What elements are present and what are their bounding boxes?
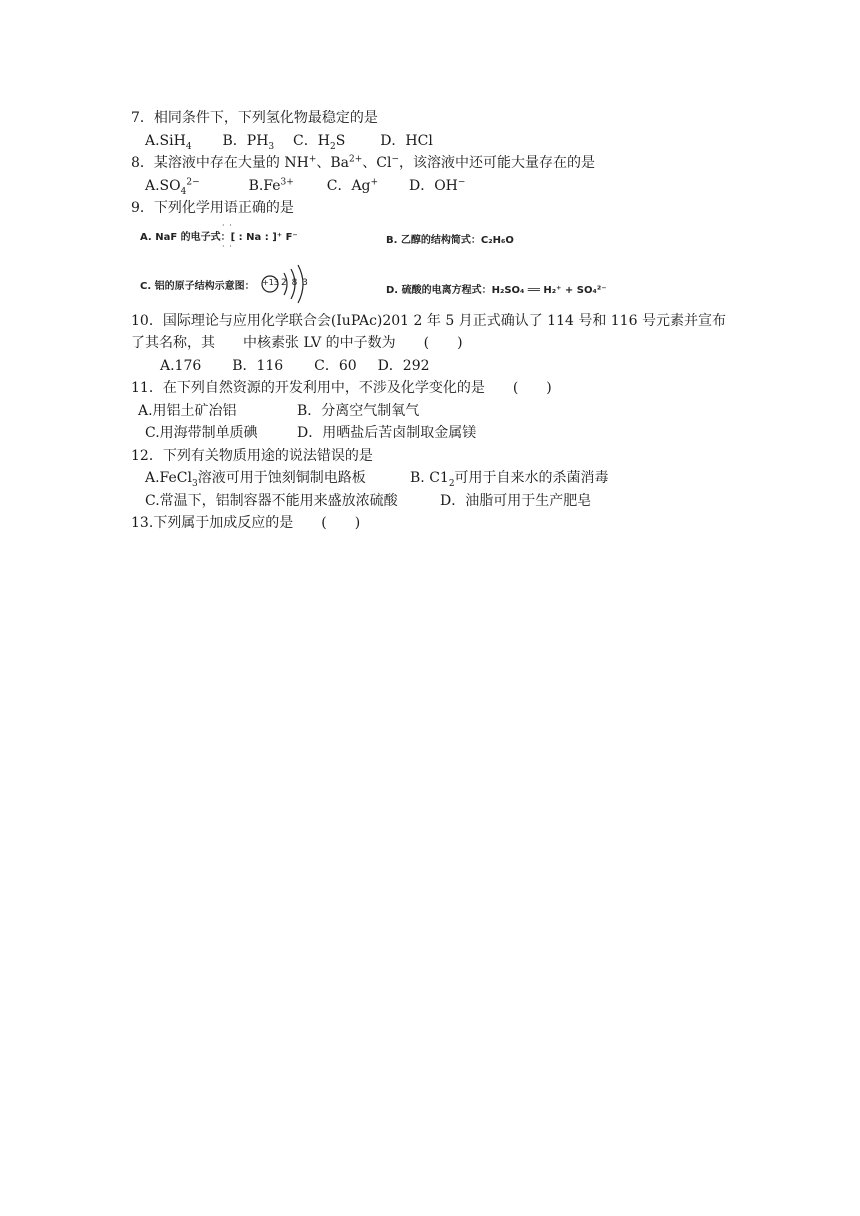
- q9-option-b: B. 乙醇的结构简式：C₂H₆O: [386, 235, 514, 246]
- q8-option-b: $B.Fe^{3+}$: [248, 177, 294, 194]
- q8-stem: 8．某溶液中存在大量的 NH+、$Ba^{2+}$、Cl−，该溶液中还可能大量存在的是: [131, 154, 596, 171]
- q10-line1: 10．国际理论与应用化学联合会(IuPAc)201 2 年 5 月正式确认了 114 号和 116 号元素并宣布: [131, 313, 726, 329]
- q9-stem: 9．下列化学用语正确的是: [131, 200, 294, 216]
- q9-option-d: D. 硫酸的电离方程式：H₂SO₄ ══ H₂⁺ + SO₄²⁻: [386, 285, 607, 296]
- q11-stem: 11．在下列自然资源的开发利用中，不涉及化学变化的是 ( ): [131, 380, 552, 396]
- q8-option-d: D．OH−: [408, 177, 466, 194]
- electron-dots-bottom: · ·: [222, 242, 233, 251]
- q10-option-c: C．60: [314, 358, 357, 374]
- nucleus-charge: +13: [262, 278, 279, 287]
- q11-option-b: B．分离空气制氧气: [297, 403, 420, 419]
- q7-option-a: A.SiH$_4$: [145, 133, 192, 152]
- q11-option-a: A.用铝土矿冶铝: [138, 403, 237, 419]
- q7-option-b: B．$PH_3$: [222, 133, 275, 152]
- q9-option-c-label: C. 铝的原子结构示意图：: [140, 281, 255, 292]
- q12-option-c: C.常温下，铝制容器不能用来盛放浓硫酸: [145, 493, 398, 509]
- q8-option-c: C．Ag+: [326, 177, 379, 194]
- electron-dots-top: · ·: [222, 221, 233, 230]
- q7-options: [145, 131, 433, 151]
- q12-option-b: B. $C1_2$可用于自来水的杀菌消毒: [410, 470, 609, 489]
- q10-option-a: A.176: [160, 358, 202, 374]
- q10-options: [160, 356, 430, 376]
- q10-option-d: D．292: [377, 358, 430, 374]
- q10-line2: 了其名称，其 中核素张 LV 的中子数为 ( ): [131, 335, 463, 351]
- q12-option-d: D．油脂可用于生产肥皂: [440, 493, 592, 509]
- q11-option-d: D．用晒盐后苦卤制取金属镁: [297, 425, 477, 441]
- q7-stem: 7．相同条件下，下列氢化物最稳定的是: [131, 110, 378, 126]
- q12-option-a: A.FeCl$_3$溶液可用于蚀刻铜制电路板: [145, 470, 366, 489]
- q7-option-d: D．HCl: [380, 133, 433, 149]
- q12-stem: 12．下列有关物质用途的说法错误的是: [131, 448, 373, 464]
- shell-electrons: 2 8 3: [281, 278, 309, 288]
- q8-options: [145, 176, 465, 196]
- q8-option-a: $A.SO_4^{2-}$: [145, 177, 200, 197]
- q7-option-c: C．$H_2S$: [293, 133, 346, 152]
- q9-option-a: A. NaF 的电子式：[ : Na : ]⁺ F⁻: [140, 232, 298, 243]
- q13-stem: 13.下列属于加成反应的是 ( ): [131, 515, 361, 531]
- q10-option-b: B．116: [232, 358, 284, 374]
- q11-option-c: C.用海带制单质碘: [145, 425, 258, 441]
